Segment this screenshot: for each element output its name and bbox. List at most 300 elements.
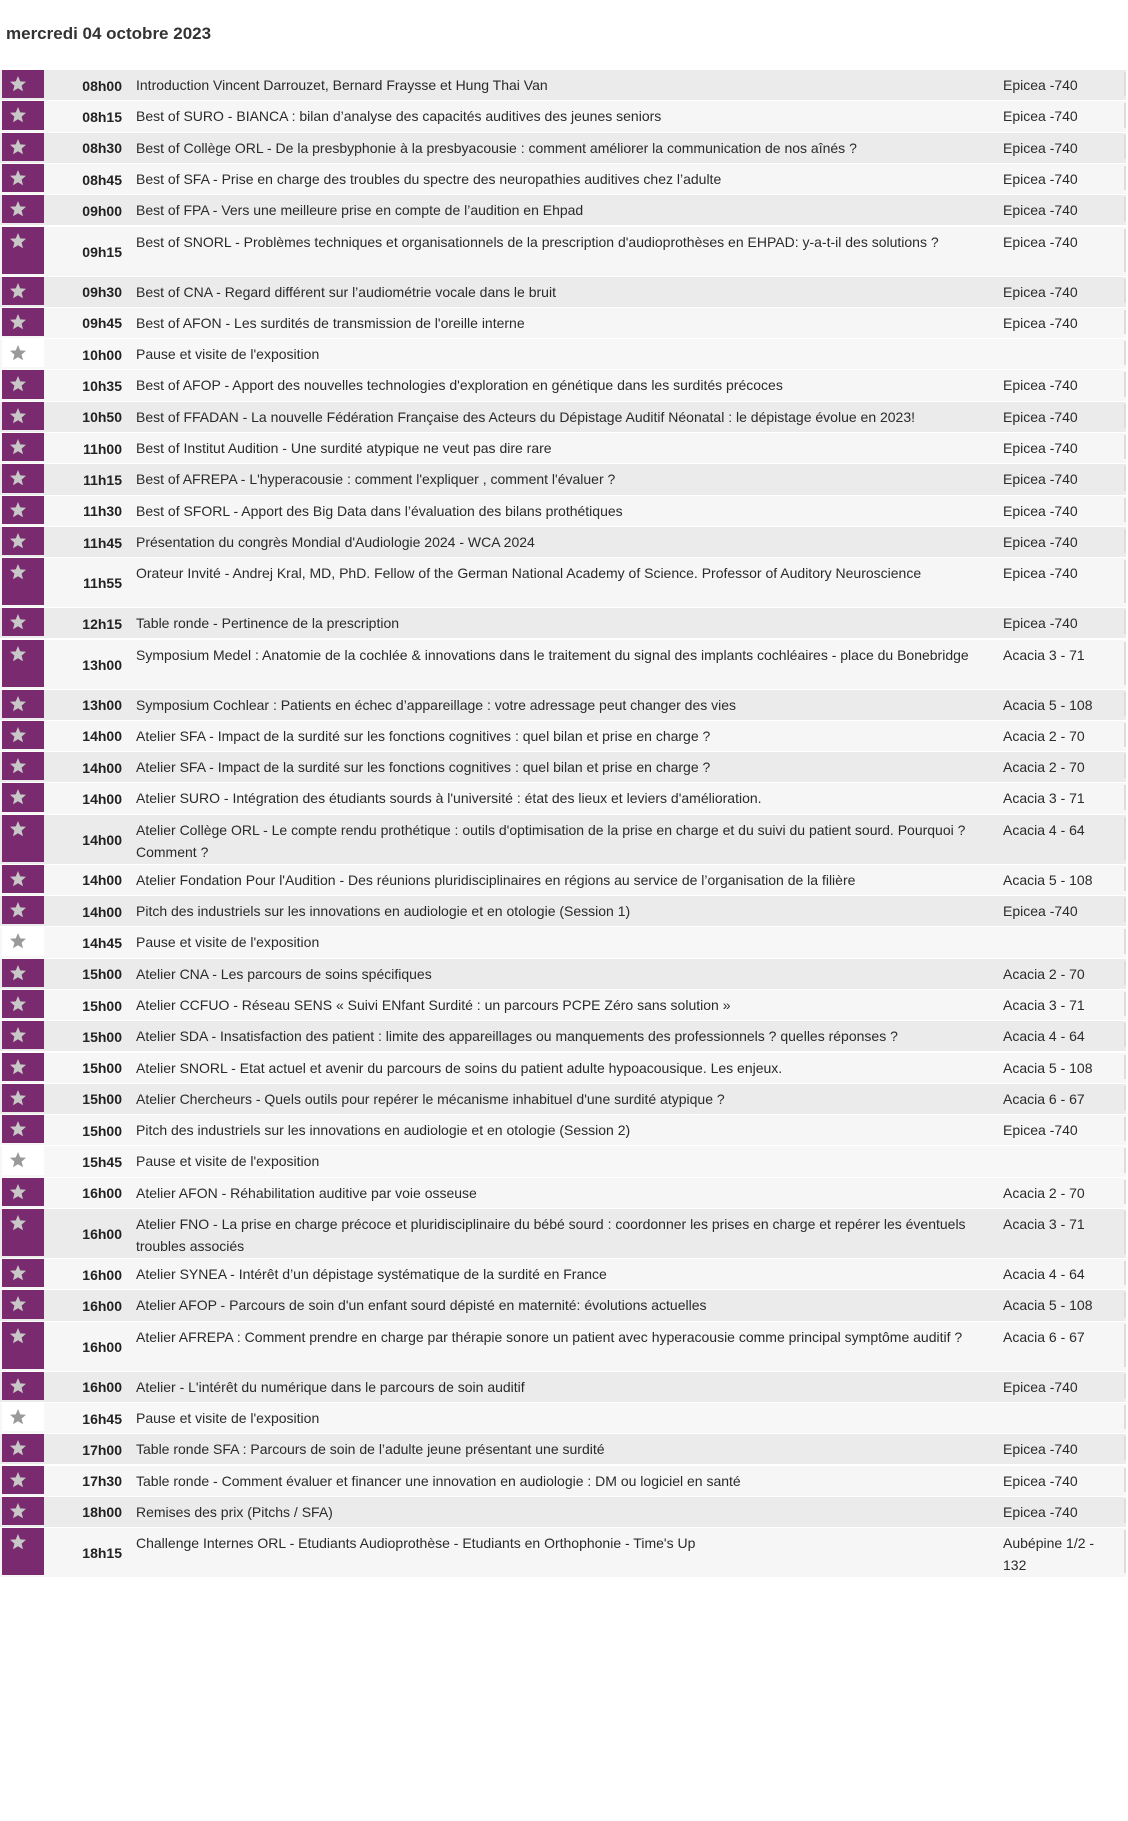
session-title[interactable]: Best of SFORL - Apport des Big Data dans l’évaluation des bilans prothétiques	[136, 502, 623, 519]
row-divider	[1124, 723, 1126, 747]
star-icon	[9, 1183, 27, 1201]
favorite-star-button[interactable]	[2, 1209, 44, 1256]
session-time: 14h00	[82, 759, 122, 776]
session-time: 14h00	[82, 791, 122, 808]
row-divider	[1124, 610, 1126, 634]
session-title[interactable]: Atelier AFON - Réhabilitation auditive par voie osseuse	[136, 1184, 477, 1201]
session-row[interactable]	[0, 1372, 1126, 1403]
star-icon	[9, 232, 27, 250]
star-icon	[9, 1377, 27, 1395]
session-row[interactable]	[0, 640, 1126, 690]
row-divider	[1124, 1324, 1126, 1367]
session-title[interactable]: Symposium Cochlear : Patients en échec d’appareillage : votre adressage peut changer des vies	[136, 696, 737, 713]
star-icon	[9, 1151, 27, 1169]
row-divider	[1124, 898, 1126, 922]
session-room: Acacia 3 - 71	[1003, 646, 1085, 663]
star-icon	[9, 1502, 27, 1520]
session-title[interactable]: Symposium Medel : Anatomie de la cochlée & innovations dans le traitement du signal des implants cochléaires - place du Bonebridge	[136, 646, 969, 663]
session-row[interactable]	[0, 70, 1126, 101]
session-room: Epicea -740	[1003, 565, 1078, 582]
favorite-star-button[interactable]	[2, 1372, 44, 1400]
session-row[interactable]	[0, 277, 1126, 308]
favorite-star-button[interactable]	[2, 227, 44, 274]
row-divider	[1124, 1292, 1126, 1316]
favorite-star-button[interactable]	[2, 527, 44, 555]
star-icon	[9, 613, 27, 631]
session-room: Epicea -740	[1003, 440, 1078, 456]
session-time: 16h00	[82, 1185, 122, 1202]
star-icon	[9, 645, 27, 663]
favorite-star-button[interactable]	[2, 608, 44, 636]
star-icon	[9, 313, 27, 331]
row-divider	[1124, 1374, 1126, 1398]
session-room: Acacia 3 - 71	[1003, 1216, 1085, 1232]
session-time: 08h00	[82, 77, 122, 94]
session-row[interactable]	[0, 195, 1126, 226]
session-room: Acacia 2 - 70	[1003, 759, 1085, 776]
session-row[interactable]	[0, 339, 1126, 370]
session-time: 12h15	[82, 615, 122, 632]
session-room: Epicea -740	[1003, 202, 1078, 219]
favorite-star-button[interactable]	[2, 101, 44, 129]
row-divider	[1124, 404, 1126, 428]
session-room: Epicea -740	[1003, 170, 1078, 187]
favorite-star-button[interactable]	[2, 1434, 44, 1462]
session-room: Acacia 4 - 64	[1003, 1266, 1085, 1282]
star-icon	[9, 1439, 27, 1457]
session-room: Epicea -740	[1003, 314, 1078, 331]
session-time: 14h00	[82, 903, 122, 920]
row-divider	[1124, 1086, 1126, 1110]
session-row[interactable]	[0, 927, 1126, 958]
row-divider	[1124, 929, 1126, 953]
favorite-star-button[interactable]	[2, 195, 44, 223]
favorite-star-button[interactable]	[2, 1178, 44, 1206]
session-room: Acacia 6 - 67	[1003, 1090, 1085, 1107]
session-title[interactable]: Atelier FNO - La prise en charge précoce et pluridisciplinaire du bébé sourd : coordonner les prises en charge et repérer les éventuels troubles associés	[136, 1216, 966, 1254]
session-row[interactable]	[0, 1178, 1126, 1209]
star-icon	[9, 501, 27, 519]
session-row[interactable]	[0, 1146, 1126, 1177]
session-time: 18h00	[82, 1504, 122, 1521]
star-icon	[9, 995, 27, 1013]
row-divider	[1124, 279, 1126, 303]
session-title[interactable]: Best of SURO - BIANCA : bilan d’analyse des capacités auditives des jeunes seniors	[136, 108, 662, 125]
favorite-star-button[interactable]	[2, 1466, 44, 1494]
star-icon	[9, 901, 27, 919]
session-room: Acacia 4 - 64	[1003, 1028, 1085, 1045]
session-title[interactable]: Best of AFOP - Apport des nouvelles technologies d'exploration en génétique dans les surdités précoces	[136, 377, 783, 394]
session-time: 14h00	[82, 872, 122, 889]
session-row[interactable]	[0, 1115, 1126, 1146]
session-time: 08h45	[82, 171, 122, 188]
session-row[interactable]	[0, 1497, 1126, 1528]
star-icon	[9, 438, 27, 456]
session-time: 14h00	[82, 728, 122, 745]
session-row[interactable]	[0, 1021, 1126, 1052]
session-row[interactable]	[0, 433, 1126, 464]
row-divider	[1124, 642, 1126, 685]
row-divider	[1124, 466, 1126, 490]
star-icon	[9, 1295, 27, 1313]
session-row[interactable]	[0, 990, 1126, 1021]
favorite-star-button[interactable]	[2, 1322, 44, 1369]
session-title[interactable]: Best of Collège ORL - De la presbyphonie à la presbyacousie : comment améliorer la communication de nos aînés ?	[136, 139, 857, 156]
session-room: Epicea -740	[1003, 77, 1078, 93]
session-room: Epicea -740	[1003, 471, 1078, 488]
row-divider	[1124, 1055, 1126, 1079]
row-divider	[1124, 435, 1126, 459]
session-time: 15h00	[82, 966, 122, 983]
session-room: Epicea -740	[1003, 283, 1078, 300]
favorite-star-button[interactable]	[2, 1021, 44, 1049]
session-title[interactable]: Atelier SDA - Insatisfaction des patient : limite des appareillages ou manquements des professionnels ? quelles réponses ?	[136, 1028, 898, 1045]
session-title[interactable]: Best of SFA - Prise en charge des troubles du spectre des neuropathies auditives chez l’adulte	[136, 170, 722, 187]
session-title[interactable]: Orateur Invité - Andrej Kral, MD, PhD. Fellow of the German National Academy of Science. Professor of Auditory Neuroscience	[136, 565, 922, 582]
session-row[interactable]	[0, 752, 1126, 783]
session-time: 11h55	[83, 575, 122, 592]
favorite-star-button[interactable]	[2, 433, 44, 461]
favorite-star-button[interactable]	[2, 1528, 44, 1575]
session-title[interactable]: Table ronde - Comment évaluer et financer une innovation en audiologie : DM ou logiciel en santé	[136, 1472, 741, 1489]
session-time: 14h00	[82, 831, 122, 848]
session-room: Epicea -740	[1003, 408, 1078, 425]
session-title[interactable]: Atelier SFA - Impact de la surdité sur les fonctions cognitives : quel bilan et prise en charge ?	[136, 727, 711, 744]
session-time: 15h00	[82, 997, 122, 1014]
row-divider	[1124, 135, 1126, 159]
session-row[interactable]	[0, 227, 1126, 277]
session-room: Acacia 5 - 108	[1003, 871, 1093, 888]
session-time: 09h45	[82, 315, 122, 332]
star-icon	[9, 1533, 27, 1551]
session-time: 10h00	[82, 346, 122, 363]
row-divider	[1124, 1499, 1126, 1523]
session-title[interactable]: Best of CNA - Regard différent sur l’audiométrie vocale dans le bruit	[136, 283, 556, 300]
session-row[interactable]	[0, 1290, 1126, 1321]
favorite-star-button[interactable]	[2, 1403, 44, 1431]
session-row[interactable]	[0, 783, 1126, 814]
star-icon	[9, 563, 27, 581]
star-icon	[9, 1214, 27, 1232]
session-room: Epicea -740	[1003, 1378, 1078, 1395]
row-divider	[1124, 1117, 1126, 1141]
row-divider	[1124, 1468, 1126, 1492]
session-time: 11h45	[83, 534, 122, 551]
session-title[interactable]: Table ronde - Pertinence de la prescription	[136, 615, 400, 632]
row-divider	[1124, 1148, 1126, 1172]
session-row[interactable]	[0, 1403, 1126, 1434]
favorite-star-button[interactable]	[2, 402, 44, 430]
star-icon	[9, 138, 27, 156]
session-title[interactable]: Introduction Vincent Darrouzet, Bernard Fraysse et Hung Thai Van	[136, 77, 548, 93]
session-time: 16h45	[82, 1410, 122, 1427]
star-icon	[9, 870, 27, 888]
row-divider	[1124, 1211, 1126, 1254]
favorite-star-button[interactable]	[2, 640, 44, 687]
session-time: 16h00	[82, 1266, 122, 1283]
session-row[interactable]	[0, 1434, 1126, 1465]
session-title[interactable]: Best of Institut Audition - Une surdité atypique ne veut pas dire rare	[136, 440, 552, 456]
row-divider	[1124, 692, 1126, 716]
session-title[interactable]: Atelier CNA - Les parcours de soins spécifiques	[136, 965, 432, 982]
session-time: 17h30	[82, 1473, 122, 1490]
session-time: 11h15	[83, 471, 122, 488]
session-time: 15h00	[82, 1060, 122, 1077]
session-title[interactable]: Atelier SFA - Impact de la surdité sur les fonctions cognitives : quel bilan et prise en charge ?	[136, 759, 711, 776]
favorite-star-button[interactable]	[2, 990, 44, 1018]
session-row[interactable]	[0, 1084, 1126, 1115]
star-icon	[9, 1058, 27, 1076]
favorite-star-button[interactable]	[2, 496, 44, 524]
session-time: 15h45	[82, 1154, 122, 1171]
row-divider	[1124, 229, 1126, 272]
session-title[interactable]: Présentation du congrès Mondial d'Audiologie 2024 - WCA 2024	[136, 533, 535, 550]
row-divider	[1124, 867, 1126, 891]
star-icon	[9, 1327, 27, 1345]
session-time: 10h50	[82, 409, 122, 426]
favorite-star-button[interactable]	[2, 464, 44, 492]
star-icon	[9, 820, 27, 838]
session-time: 08h15	[82, 108, 122, 125]
star-icon	[9, 1408, 27, 1426]
session-row[interactable]	[0, 527, 1126, 558]
session-time: 17h00	[82, 1441, 122, 1458]
star-icon	[9, 695, 27, 713]
star-icon	[9, 757, 27, 775]
session-row[interactable]	[0, 558, 1126, 608]
session-row[interactable]	[0, 496, 1126, 527]
row-divider	[1124, 1180, 1126, 1204]
session-row[interactable]	[0, 370, 1126, 401]
star-icon	[9, 1120, 27, 1138]
star-icon	[9, 200, 27, 218]
favorite-star-button[interactable]	[2, 1084, 44, 1112]
star-icon	[9, 344, 27, 362]
session-title[interactable]: Table ronde SFA : Parcours de soin de l’adulte jeune présentant une surdité	[136, 1441, 605, 1458]
session-time: 10h35	[82, 378, 122, 395]
favorite-star-button[interactable]	[2, 70, 44, 98]
session-time: 13h00	[82, 656, 122, 673]
session-room: Epicea -740	[1003, 1122, 1078, 1139]
session-room: Acacia 5 - 108	[1003, 696, 1093, 713]
session-time: 18h15	[82, 1545, 122, 1562]
star-icon	[9, 1089, 27, 1107]
session-title[interactable]: Pause et visite de l'exposition	[136, 934, 320, 951]
session-row[interactable]	[0, 1209, 1126, 1259]
session-title[interactable]: Atelier Collège ORL - Le compte rendu prothétique : outils d'optimisation de la prise en charge et du suivi du patient sourd. Pourquoi ? Comment ?	[136, 821, 966, 860]
session-room: Aubépine 1/2 - 132	[1003, 1535, 1095, 1574]
session-title[interactable]: Challenge Internes ORL - Etudiants Audioprothèse - Etudiants en Orthophonie - Time's Up	[136, 1535, 696, 1552]
session-title[interactable]: Atelier - L'intérêt du numérique dans le parcours de soin auditif	[136, 1378, 525, 1395]
favorite-star-button[interactable]	[2, 690, 44, 718]
favorite-star-button[interactable]	[2, 133, 44, 161]
session-title[interactable]: Atelier SNORL - Etat actuel et avenir du parcours de soins du patient adulte hypoacousique. Les enjeux.	[136, 1059, 783, 1076]
session-title[interactable]: Atelier Chercheurs - Quels outils pour repérer le mécanisme inhabituel d'une surdité atypique ?	[136, 1090, 725, 1107]
row-divider	[1124, 372, 1126, 396]
session-time: 09h15	[82, 243, 122, 260]
favorite-star-button[interactable]	[2, 558, 44, 605]
session-title[interactable]: Pitch des industriels sur les innovations en audiologie et en otologie (Session 2)	[136, 1122, 631, 1139]
favorite-star-button[interactable]	[2, 783, 44, 811]
session-room: Epicea -740	[1003, 903, 1078, 919]
favorite-star-button[interactable]	[2, 1290, 44, 1318]
session-room: Epicea -740	[1003, 1441, 1078, 1458]
session-time: 08h30	[82, 140, 122, 157]
star-icon	[9, 788, 27, 806]
session-row[interactable]	[0, 1322, 1126, 1372]
session-row[interactable]	[0, 308, 1126, 339]
favorite-star-button[interactable]	[2, 1497, 44, 1525]
session-row[interactable]	[0, 815, 1126, 865]
star-icon	[9, 169, 27, 187]
session-room: Epicea -740	[1003, 1503, 1078, 1520]
star-icon	[9, 532, 27, 550]
favorite-star-button[interactable]	[2, 370, 44, 398]
row-divider	[1124, 1405, 1126, 1429]
star-icon	[9, 106, 27, 124]
row-divider	[1124, 310, 1126, 334]
row-divider	[1124, 72, 1126, 96]
row-divider	[1124, 817, 1126, 860]
session-room: Acacia 2 - 70	[1003, 965, 1085, 982]
session-time: 15h00	[82, 1091, 122, 1108]
session-title[interactable]: Best of FPA - Vers une meilleure prise en compte de l’audition en Ehpad	[136, 202, 584, 219]
session-room: Epicea -740	[1003, 377, 1078, 394]
session-title[interactable]: Pause et visite de l'exposition	[136, 1409, 320, 1426]
session-time: 11h30	[83, 503, 122, 520]
star-icon	[9, 1471, 27, 1489]
row-divider	[1124, 529, 1126, 553]
row-divider	[1124, 1530, 1126, 1573]
session-time: 15h00	[82, 1028, 122, 1045]
favorite-star-button[interactable]	[2, 721, 44, 749]
session-room: Epicea -740	[1003, 615, 1078, 632]
favorite-star-button[interactable]	[2, 752, 44, 780]
session-room: Acacia 6 - 67	[1003, 1328, 1085, 1345]
session-time: 16h00	[82, 1226, 122, 1242]
row-divider	[1124, 1261, 1126, 1285]
star-icon	[9, 407, 27, 425]
session-row[interactable]	[0, 101, 1126, 132]
session-row[interactable]	[0, 608, 1126, 639]
row-divider	[1124, 785, 1126, 809]
session-row[interactable]	[0, 896, 1126, 927]
session-row[interactable]	[0, 959, 1126, 990]
session-title[interactable]: Best of FFADAN - La nouvelle Fédération Française des Acteurs du Dépistage Auditif Néonatal : le dépistage évolue en 2023!	[136, 408, 916, 425]
session-row[interactable]	[0, 1466, 1126, 1497]
session-room: Acacia 4 - 64	[1003, 821, 1085, 838]
row-divider	[1124, 498, 1126, 522]
session-row[interactable]	[0, 865, 1126, 896]
star-icon	[9, 1026, 27, 1044]
session-time: 15h00	[82, 1122, 122, 1139]
session-room: Acacia 2 - 70	[1003, 1184, 1085, 1201]
favorite-star-button[interactable]	[2, 164, 44, 192]
star-icon	[9, 726, 27, 744]
row-divider	[1124, 166, 1126, 190]
session-row[interactable]	[0, 164, 1126, 195]
row-divider	[1124, 560, 1126, 603]
star-icon	[9, 1264, 27, 1282]
favorite-star-button[interactable]	[2, 896, 44, 924]
session-time: 09h00	[82, 202, 122, 219]
favorite-star-button[interactable]	[2, 1146, 44, 1174]
favorite-star-button[interactable]	[2, 815, 44, 862]
favorite-star-button[interactable]	[2, 959, 44, 987]
session-row[interactable]	[0, 721, 1126, 752]
row-divider	[1124, 754, 1126, 778]
session-title[interactable]: Atelier Fondation Pour l'Audition - Des réunions pluridisciplinaires en régions au service de l’organisation de la filière	[136, 871, 856, 888]
favorite-star-button[interactable]	[2, 277, 44, 305]
star-icon	[9, 932, 27, 950]
session-time: 14h45	[82, 934, 122, 951]
row-divider	[1124, 103, 1126, 127]
session-title[interactable]: Atelier CCFUO - Réseau SENS « Suivi ENfant Surdité : un parcours PCPE Zéro sans solution »	[136, 996, 731, 1013]
session-title[interactable]: Best of SNORL - Problèmes techniques et organisationnels de la prescription d'audioprothèses en EHPAD: y-a-t-il des solutions ?	[136, 233, 939, 250]
session-title[interactable]: Atelier SURO - Intégration des étudiants sourds à l'université : état des lieux et leviers d'amélioration.	[136, 790, 762, 807]
session-row[interactable]	[0, 1528, 1126, 1578]
session-title[interactable]: Atelier AFREPA : Comment prendre en charge par thérapie sonore un patient avec hyperacousie comme principal symptôme auditif ?	[136, 1328, 963, 1345]
favorite-star-button[interactable]	[2, 308, 44, 336]
session-room: Acacia 2 - 70	[1003, 727, 1085, 744]
session-room: Epicea -740	[1003, 502, 1078, 519]
session-time: 09h30	[82, 284, 122, 301]
favorite-star-button[interactable]	[2, 865, 44, 893]
session-row[interactable]	[0, 402, 1126, 433]
session-row[interactable]	[0, 133, 1126, 164]
star-icon	[9, 282, 27, 300]
favorite-star-button[interactable]	[2, 339, 44, 367]
session-room: Acacia 3 - 71	[1003, 790, 1085, 807]
row-divider	[1124, 341, 1126, 365]
star-icon	[9, 375, 27, 393]
favorite-star-button[interactable]	[2, 927, 44, 955]
session-title[interactable]: Best of AFON - Les surdités de transmission de l'oreille interne	[136, 314, 525, 331]
session-room: Acacia 5 - 108	[1003, 1297, 1093, 1314]
session-title[interactable]: Remises des prix (Pitchs / SFA)	[136, 1503, 333, 1520]
session-row[interactable]	[0, 1053, 1126, 1084]
favorite-star-button[interactable]	[2, 1259, 44, 1287]
favorite-star-button[interactable]	[2, 1115, 44, 1143]
session-title[interactable]: Pause et visite de l'exposition	[136, 1153, 320, 1170]
session-room: Acacia 3 - 71	[1003, 996, 1085, 1013]
session-title[interactable]: Best of AFREPA - L'hyperacousie : comment l'expliquer , comment l'évaluer ?	[136, 471, 616, 488]
page-title: mercredi 04 octobre 2023	[6, 24, 212, 43]
session-room: Epicea -740	[1003, 139, 1078, 156]
session-row[interactable]	[0, 690, 1126, 721]
session-room: Acacia 5 - 108	[1003, 1059, 1093, 1076]
session-room: Epicea -740	[1003, 233, 1078, 250]
row-divider	[1124, 197, 1126, 221]
session-time: 13h00	[82, 697, 122, 714]
session-title[interactable]: Pitch des industriels sur les innovations en audiologie et en otologie (Session 1)	[136, 903, 631, 919]
session-title[interactable]: Atelier AFOP - Parcours de soin d'un enfant sourd dépisté en maternité: évolutions actuelles	[136, 1297, 707, 1314]
session-room: Epicea -740	[1003, 533, 1078, 550]
star-icon	[9, 964, 27, 982]
session-room: Epicea -740	[1003, 1472, 1078, 1489]
star-icon	[9, 75, 27, 93]
session-time: 16h00	[82, 1338, 122, 1355]
session-row[interactable]	[0, 1259, 1126, 1290]
session-time: 16h00	[82, 1379, 122, 1396]
session-title[interactable]: Pause et visite de l'exposition	[136, 346, 320, 363]
session-time: 16h00	[82, 1297, 122, 1314]
session-room: Epicea -740	[1003, 108, 1078, 125]
favorite-star-button[interactable]	[2, 1053, 44, 1081]
row-divider	[1124, 961, 1126, 985]
session-title[interactable]: Atelier SYNEA - Intérêt d’un dépistage systématique de la surdité en France	[136, 1266, 607, 1282]
session-row[interactable]	[0, 464, 1126, 495]
